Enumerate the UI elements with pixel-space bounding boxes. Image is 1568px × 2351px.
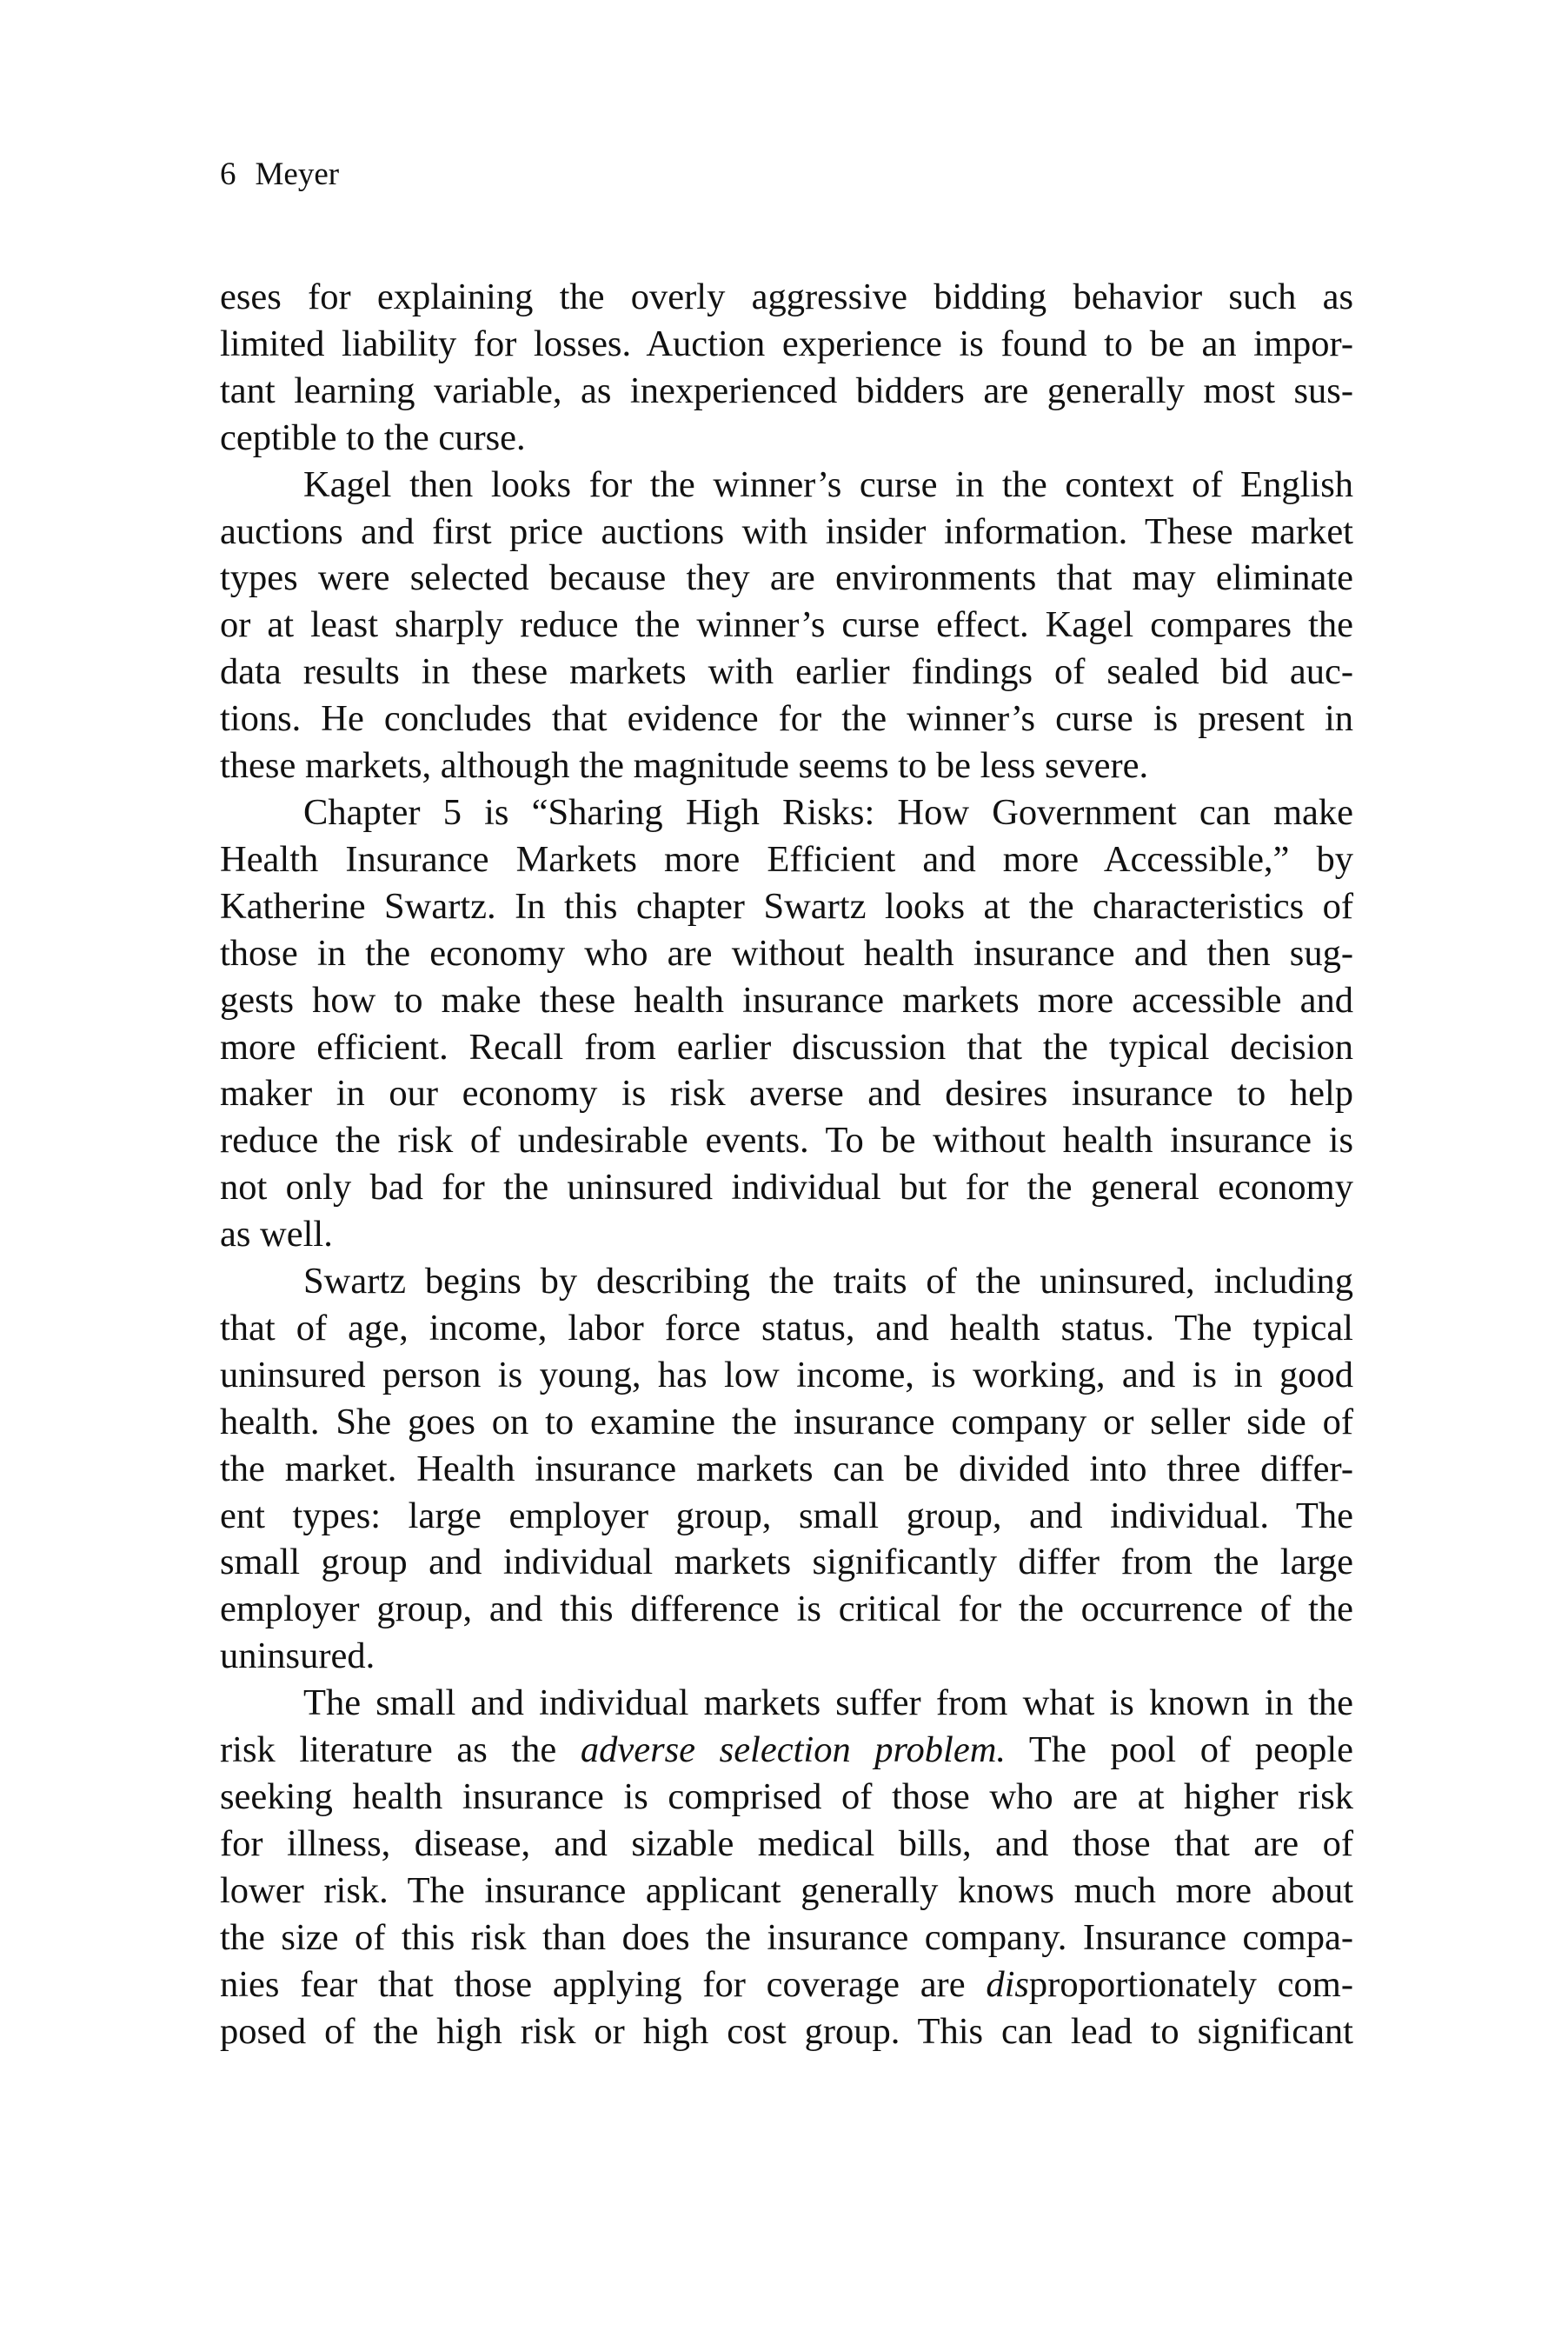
text-line: those in the economy who are without health insurance and then sug- xyxy=(220,932,1353,974)
text-line: more efficient. Recall from earlier discussion that the typical decision xyxy=(220,1026,1353,1068)
text-line: maker in our economy is risk averse and desires insurance to help xyxy=(220,1073,1353,1115)
text-line: that of age, income, labor force status, and health status. The typical xyxy=(220,1307,1353,1349)
text-line: Katherine Swartz. In this chapter Swartz looks at the characteristics of xyxy=(220,885,1353,927)
text-line: posed of the high risk or high cost group. This can lead to significant xyxy=(220,2010,1353,2052)
text-line: Kagel then looks for the winner’s curse in the context of English xyxy=(303,463,1353,505)
text-line: tant learning variable, as inexperienced bidders are generally most sus- xyxy=(220,370,1353,411)
text-line: the size of this risk than does the insurance company. Insurance compa- xyxy=(220,1916,1353,1958)
text-line: uninsured. xyxy=(220,1635,375,1677)
text-line xyxy=(220,1727,1353,1774)
italic-emphasis: dis xyxy=(986,1963,1029,2005)
text-line: small group and individual markets significantly differ from the large xyxy=(220,1542,1353,1583)
text-line: employer group, and this difference is critical for the occurrence of the xyxy=(220,1588,1353,1630)
text-line: Swartz begins by describing the traits of the uninsured, including xyxy=(303,1261,1353,1302)
text-line: uninsured person is young, has low income, is working, and is in good xyxy=(220,1354,1353,1395)
page-number: 6 xyxy=(220,157,236,192)
paragraph xyxy=(220,789,1353,1258)
text-line: these markets, although the magnitude seems to be less severe. xyxy=(220,745,1149,787)
text-line xyxy=(220,1961,1353,2008)
text-line: Chapter 5 is “Sharing High Risks: How Government can make xyxy=(303,791,1353,833)
text-run: nies fear that those applying for coverage are xyxy=(220,1963,987,2005)
text-line: for illness, disease, and sizable medical bills, and those that are of xyxy=(220,1822,1353,1864)
running-head xyxy=(220,155,339,195)
text-line: health. She goes on to examine the insurance company or seller side of xyxy=(220,1401,1353,1442)
text-line: or at least sharply reduce the winner’s curse effect. Kagel compares the xyxy=(220,604,1353,646)
paragraph xyxy=(220,1680,1353,2055)
text-line: auctions and first price auctions with insider information. These market xyxy=(220,510,1353,552)
body-text xyxy=(220,274,1353,2055)
text-line: gests how to make these health insurance markets more accessible and xyxy=(220,979,1353,1021)
italic-term: adverse selection problem. xyxy=(580,1729,1007,1771)
text-line: ceptible to the curse. xyxy=(220,416,526,458)
text-line: types were selected because they are environments that may eliminate xyxy=(220,557,1353,599)
running-head-author: Meyer xyxy=(255,157,340,192)
paragraph xyxy=(220,462,1353,789)
text-line: limited liability for losses. Auction experience is found to be an impor- xyxy=(220,323,1353,364)
text-run: risk literature as the xyxy=(220,1729,581,1771)
text-line: lower risk. The insurance applicant generally knows much more about xyxy=(220,1869,1353,1911)
text-run: The pool of people xyxy=(1006,1729,1353,1771)
paragraph xyxy=(220,1258,1353,1680)
text-line: not only bad for the uninsured individual but for the general economy xyxy=(220,1167,1353,1209)
text-line: data results in these markets with earlier findings of sealed bid auc- xyxy=(220,651,1353,693)
text-line: seeking health insurance is comprised of those who are at higher risk xyxy=(220,1776,1353,1817)
text-line: The small and individual markets suffer from what is known in the xyxy=(303,1682,1353,1724)
paragraph xyxy=(220,274,1353,462)
text-line: reduce the risk of undesirable events. To be without health insurance is xyxy=(220,1120,1353,1162)
text-line: eses for explaining the overly aggressive bidding behavior such as xyxy=(220,276,1353,317)
text-line: tions. He concludes that evidence for the winner’s curse is present in xyxy=(220,698,1353,740)
text-line: ent types: large employer group, small group, and individual. The xyxy=(220,1495,1353,1536)
text-run: proportionately com- xyxy=(1028,1963,1353,2005)
text-line: the market. Health insurance markets can be divided into three differ- xyxy=(220,1448,1353,1489)
text-line: Health Insurance Markets more Efficient and more Accessible,” by xyxy=(220,838,1353,880)
text-line: as well. xyxy=(220,1214,333,1255)
